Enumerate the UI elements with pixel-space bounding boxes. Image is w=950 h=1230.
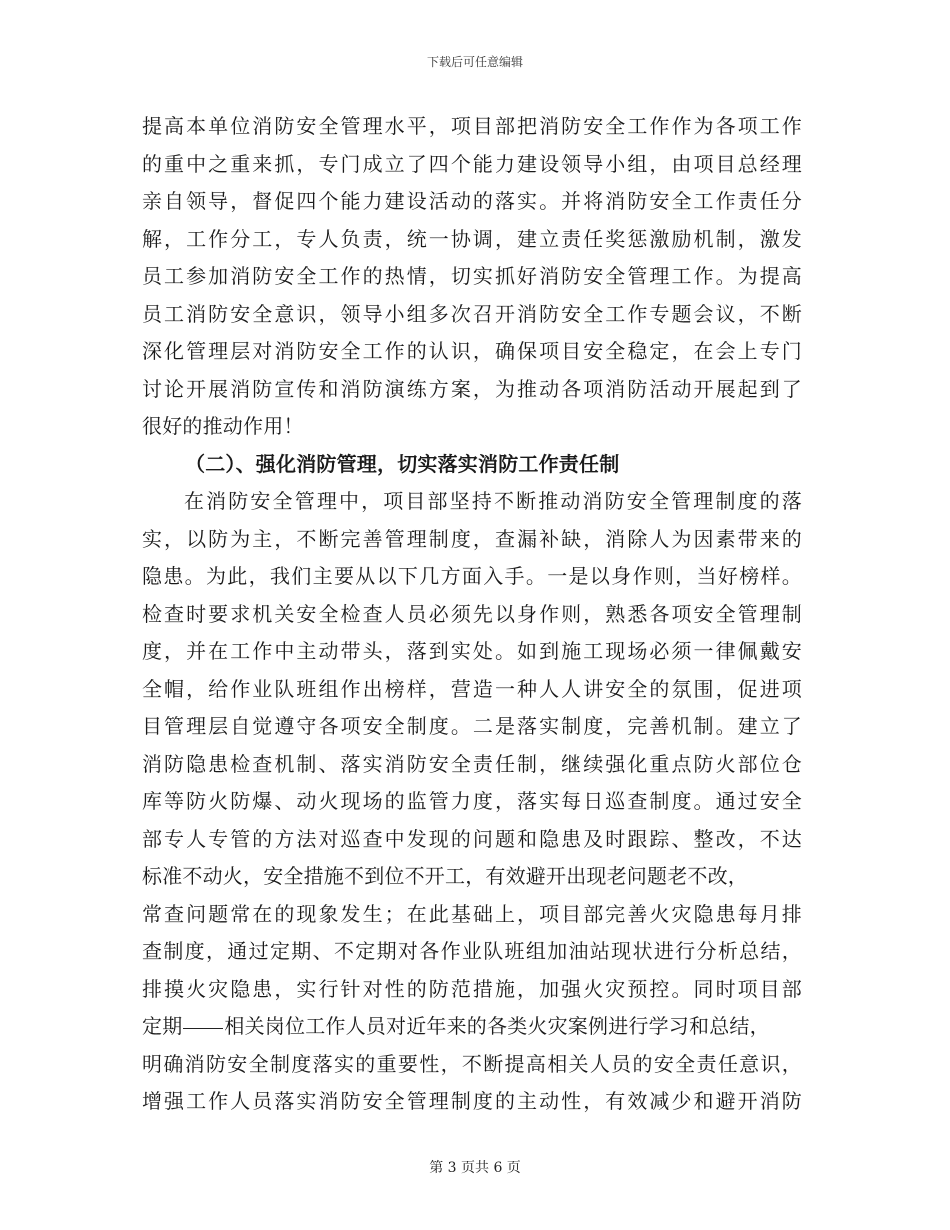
paragraph-line: 消防隐患检查机制、落实消防安全责任制，继续强化重点防火部位仓 [142, 751, 802, 776]
document-body [142, 108, 802, 1121]
paragraph-line: 明确消防安全制度落实的重要性，不断提高相关人员的安全责任意识， [142, 1051, 802, 1076]
blank-line-suffix: 相关岗位工作人员对近年来的各类火灾案例进行学习和总结， [224, 1014, 770, 1038]
paragraph-line: 员工消防安全意识，领导小组多次召开消防安全工作专题会议，不断 [142, 301, 802, 326]
paragraph-line: 增强工作人员落实消防安全管理制度的主动性，有效减少和避开消防 [142, 1089, 802, 1113]
paragraph-line: 实，以防为主，不断完善管理制度，查漏补缺，消除人为因素带来的 [142, 526, 802, 551]
paragraph-line: 检查时要求机关安全检查人员必须先以身作则，熟悉各项安全管理制 [142, 601, 802, 626]
paragraph-line: 全帽，给作业队班组作出榜样，营造一种人人讲安全的氛围，促进项 [142, 676, 802, 701]
paragraph-line: 常查问题常在的现象发生；在此基础上，项目部完善火灾隐患每月排 [142, 901, 802, 926]
paragraph-line: 查制度，通过定期、不定期对各作业队班组加油站现状进行分析总结， [142, 939, 802, 963]
paragraph-line: 员工参加消防安全工作的热情，切实抓好消防安全管理工作。为提高 [142, 264, 802, 288]
paragraph-line-with-blank [142, 1008, 802, 1046]
paragraph-line: 度，并在工作中主动带头，落到实处。如到施工现场必须一律佩戴安 [142, 639, 802, 663]
paragraph-line: 的重中之重来抓，专门成立了四个能力建设领导小组，由项目总经理 [142, 151, 802, 176]
header-note: 下载后可任意编辑 [426, 55, 523, 69]
paragraph-line: 提高本单位消防安全管理水平，项目部把消防安全工作作为各项工作 [142, 114, 802, 138]
page-footer: 第 3 页共 6 页 [429, 1160, 521, 1176]
paragraph-line: 库等防火防爆、动火现场的监管力度，落实每日巡查制度。通过安全 [142, 789, 802, 813]
paragraph-line: 目管理层自觉遵守各项安全制度。二是落实制度，完善机制。建立了 [142, 714, 802, 738]
paragraph-line: 讨论开展消防宣传和消防演练方案，为推动各项消防活动开展起到了 [142, 376, 802, 401]
blank-line-prefix: 定期 [142, 1014, 183, 1038]
paragraph-line: 标准不动火，安全措施不到位不开工，有效避开出现老问题老不改， [142, 864, 748, 888]
paragraph-line: 很好的推动作用！ [142, 414, 304, 438]
paragraph-line: 亲自领导，督促四个能力建设活动的落实。并将消防安全工作责任分 [142, 189, 802, 213]
paragraph-line: 部专人专管的方法对巡查中发现的问题和隐患及时跟踪、整改，不达 [142, 826, 802, 851]
paragraph-line: 深化管理层对消防安全工作的认识，确保项目安全稳定，在会上专门 [142, 339, 802, 363]
paragraph-line: 排摸火灾隐患，实行针对性的防范措施，加强火灾预控。同时项目部 [142, 976, 802, 1001]
paragraph-line: 解，工作分工，专人负责，统一协调，建立责任奖惩激励机制，激发 [142, 226, 802, 251]
fill-in-blank [183, 1027, 223, 1029]
paragraph-line: 隐患。为此，我们主要从以下几方面入手。一是以身作则，当好榜样。 [142, 564, 802, 588]
section-heading: （二）、强化消防管理，切实落实消防工作责任制 [185, 451, 620, 476]
paragraph-line: 在消防安全管理中，项目部坚持不断推动消防安全管理制度的落 [184, 489, 802, 513]
